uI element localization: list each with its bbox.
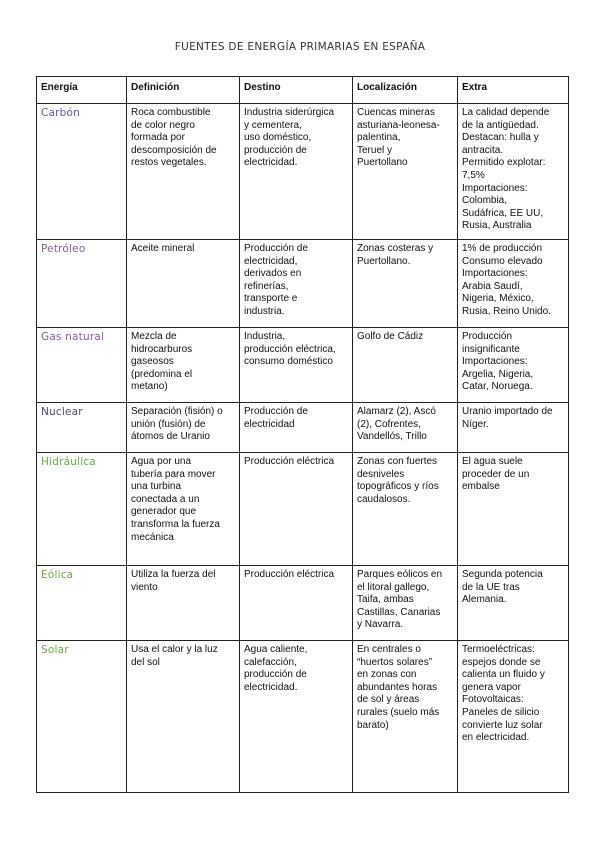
extra-line: Importaciones:: [462, 182, 528, 194]
definicion-cell: [127, 402, 240, 452]
destino-cell: [240, 640, 353, 792]
energy-name-cell: Eólica: [37, 565, 127, 640]
destino-cell: [240, 452, 353, 565]
extra-line: Arabia Saudí,: [462, 280, 523, 292]
definicion-line: tubería para mover: [131, 468, 216, 480]
localizacion-line: y Navarra.: [357, 619, 404, 631]
extra-line: proceder de un: [462, 468, 530, 480]
extra-line: de la antigüedad.: [462, 119, 539, 131]
destino-cell: [240, 239, 353, 327]
definicion-line: gaseosos: [131, 356, 174, 368]
localizacion-line: Cuencas mineras: [357, 107, 435, 118]
localizacion-cell: [353, 402, 458, 452]
localizacion-line: Zonas costeras y: [357, 242, 434, 254]
extra-line: Catar, Noruega.: [462, 381, 533, 393]
table-row: [37, 239, 569, 327]
destino-cell: [240, 104, 353, 240]
header-destino: Destino: [240, 77, 353, 104]
definicion-cell: [127, 452, 240, 565]
extra-line: Producción: [462, 330, 513, 342]
destino-cell: [240, 327, 353, 402]
header-definicion: Definición: [127, 77, 240, 104]
extra-line: La calidad depende: [462, 107, 550, 118]
extra-line: 1% de producción: [462, 242, 543, 254]
energy-name-cell: Petróleo: [37, 239, 127, 327]
extra-line: Rusia, Reino Unido.: [462, 305, 551, 317]
definicion-line: Utiliza la fuerza del: [131, 568, 216, 580]
energy-name-cell: Gas natural: [37, 327, 127, 402]
definicion-cell: [127, 104, 240, 240]
definicion-line: formada por: [131, 132, 185, 144]
table-row: [37, 402, 569, 452]
table-header-row: [37, 77, 569, 104]
definicion-line: una turbina: [131, 481, 182, 493]
definicion-line: conectada a un: [131, 493, 200, 505]
extra-line: genera vapor: [462, 681, 521, 693]
localizacion-line: Alamarz (2), Ascó: [357, 405, 436, 417]
extra-line: Importaciones:: [462, 356, 528, 368]
extra-line: insignificante: [462, 343, 520, 355]
localizacion-cell: [353, 452, 458, 565]
localizacion-cell: [353, 239, 458, 327]
extra-line: Sudáfrica, EE UU,: [462, 207, 544, 219]
localizacion-line: abundantes horas: [357, 681, 438, 693]
localizacion-line: Parques eólicos en: [357, 568, 443, 580]
extra-line: Fotovoltaicas:: [462, 694, 524, 706]
extra-line: Uranio importado de: [462, 405, 553, 417]
definicion-cell: [127, 640, 240, 792]
table-row: [37, 452, 569, 565]
extra-line: en electricidad.: [462, 732, 530, 744]
localizacion-cell: [353, 565, 458, 640]
extra-line: Destacan: hulla y: [462, 132, 539, 144]
extra-line: Alemania.: [462, 594, 507, 606]
destino-line: Industria siderúrgica: [244, 107, 335, 118]
destino-cell: [240, 402, 353, 452]
localizacion-line: palentina,: [357, 132, 401, 144]
destino-line: uso doméstico,: [244, 132, 312, 144]
destino-line: Producción de: [244, 405, 308, 417]
extra-line: Níger.: [462, 418, 489, 430]
destino-line: Producción de: [244, 242, 308, 254]
definicion-line: Usa el calor y la luz: [131, 643, 218, 655]
definicion-line: del sol: [131, 656, 160, 668]
extra-line: Argelia, Nigeria,: [462, 368, 534, 380]
energy-sources-table: [36, 76, 569, 793]
extra-line: Consumo elevado: [462, 255, 543, 267]
destino-line: electricidad.: [244, 157, 298, 169]
extra-cell: [458, 327, 569, 402]
localizacion-line: asturiana-leonesa-: [357, 119, 440, 131]
definicion-line: Mezcla de: [131, 330, 177, 342]
definicion-line: metano): [131, 381, 168, 393]
localizacion-line: desniveles: [357, 468, 405, 480]
destino-line: electricidad,: [244, 255, 298, 267]
extra-line: 7,5%: [462, 169, 485, 181]
extra-line: calienta un fluido y: [462, 669, 545, 681]
extra-line: Colombia,: [462, 195, 508, 207]
destino-line: producción eléctrica,: [244, 343, 336, 355]
destino-line: refinerías,: [244, 280, 289, 292]
destino-line: Industria,: [244, 330, 286, 342]
destino-line: Producción eléctrica: [244, 568, 335, 580]
extra-line: Termoeléctricas:: [462, 643, 535, 655]
energy-name-cell: Nuclear: [37, 402, 127, 452]
destino-line: consumo doméstico: [244, 356, 333, 368]
definicion-line: (predomina el: [131, 368, 193, 380]
localizacion-line: el litoral gallego,: [357, 581, 430, 593]
destino-line: derivados en: [244, 268, 302, 280]
definicion-line: Aceite mineral: [131, 242, 195, 254]
extra-line: embalse: [462, 481, 500, 493]
localizacion-cell: [353, 640, 458, 792]
table-row: [37, 640, 569, 792]
destino-line: Agua caliente,: [244, 643, 308, 655]
extra-line: Nigeria, México,: [462, 293, 534, 305]
localizacion-line: (2), Cofrentes,: [357, 418, 421, 430]
destino-line: y cementera,: [244, 119, 302, 131]
destino-line: producción de: [244, 669, 307, 681]
localizacion-line: Taifa, ambas: [357, 594, 414, 606]
localizacion-line: caudalosos.: [357, 493, 411, 505]
definicion-line: hidrocarburos: [131, 343, 193, 355]
definicion-line: transforma la fuerza: [131, 518, 220, 530]
extra-cell: [458, 402, 569, 452]
energy-name-cell: Solar: [37, 640, 127, 792]
definicion-line: unión (fusión) de: [131, 418, 206, 430]
extra-line: de la UE tras: [462, 581, 520, 593]
destino-line: electricidad.: [244, 681, 298, 693]
extra-line: Permitido explotar:: [462, 157, 546, 169]
destino-line: industria.: [244, 305, 285, 317]
localizacion-line: rurales (suelo más: [357, 706, 440, 718]
header-localizacion: Localización: [353, 77, 458, 104]
extra-cell: [458, 640, 569, 792]
localizacion-line: en zonas con: [357, 669, 417, 681]
extra-line: antracita.: [462, 144, 504, 156]
localizacion-cell: [353, 104, 458, 240]
extra-line: El agua suele: [462, 455, 523, 467]
destino-cell: [240, 565, 353, 640]
definicion-line: de color negro: [131, 119, 195, 131]
table-row: [37, 565, 569, 640]
definicion-line: mecánica: [131, 531, 174, 543]
definicion-line: generador que: [131, 506, 197, 518]
extra-line: Rusia, Australia: [462, 220, 532, 232]
destino-line: calefacción,: [244, 656, 297, 668]
localizacion-line: topográficos y ríos: [357, 481, 439, 493]
localizacion-line: Castillas, Canarias: [357, 606, 441, 618]
localizacion-line: “huertos solares”: [357, 656, 433, 668]
destino-line: producción de: [244, 144, 307, 156]
header-extra: Extra: [458, 77, 569, 104]
localizacion-line: barato): [357, 719, 389, 731]
page-title: FUENTES DE ENERGÍA PRIMARIAS EN ESPAÑA: [174, 41, 426, 53]
localizacion-line: Teruel y: [357, 144, 393, 156]
extra-line: Segunda potencia: [462, 568, 543, 580]
definicion-cell: [127, 327, 240, 402]
destino-line: transporte e: [244, 293, 298, 305]
definicion-line: Roca combustible: [131, 107, 211, 118]
destino-line: electricidad: [244, 418, 295, 430]
localizacion-line: Vandellós, Trillo: [357, 431, 427, 443]
definicion-line: restos vegetales.: [131, 157, 207, 169]
extra-cell: [458, 452, 569, 565]
localizacion-line: de sol y áreas: [357, 694, 420, 706]
extra-line: convierte luz solar: [462, 719, 543, 731]
definicion-line: viento: [131, 581, 158, 593]
extra-line: Importaciones:: [462, 268, 528, 280]
extra-cell: [458, 239, 569, 327]
table-body: [37, 104, 569, 793]
energy-name-cell: Hidráulica: [37, 452, 127, 565]
table-row: [37, 327, 569, 402]
definicion-cell: [127, 239, 240, 327]
header-energia: Energía: [37, 77, 127, 104]
extra-cell: [458, 104, 569, 240]
localizacion-line: Puertollano: [357, 157, 408, 169]
table-row: [37, 104, 569, 240]
destino-line: Producción eléctrica: [244, 455, 335, 467]
energy-name-cell: Carbón: [37, 104, 127, 240]
definicion-line: Agua por una: [131, 455, 192, 467]
localizacion-cell: [353, 327, 458, 402]
extra-line: espejos donde se: [462, 656, 541, 668]
definicion-line: descomposición de: [131, 144, 217, 156]
definicion-line: Separación (fisión) o: [131, 405, 223, 417]
definicion-line: átomos de Uranio: [131, 431, 210, 443]
extra-line: Paneles de silicio: [462, 706, 540, 718]
localizacion-line: Zonas con fuertes: [357, 455, 438, 467]
definicion-cell: [127, 565, 240, 640]
localizacion-line: En centrales o: [357, 643, 421, 655]
extra-cell: [458, 565, 569, 640]
localizacion-line: Golfo de Cádiz: [357, 330, 424, 342]
localizacion-line: Puertollano.: [357, 255, 411, 267]
